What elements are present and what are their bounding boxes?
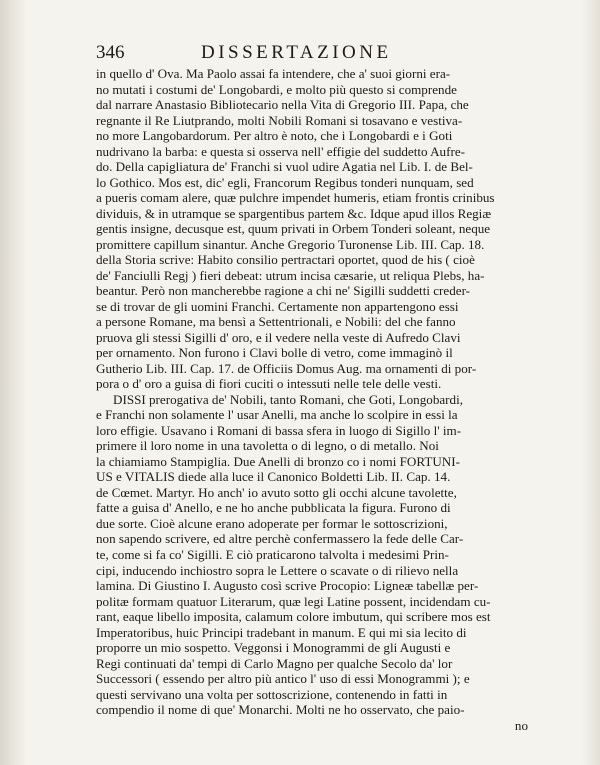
text-line: in quello d' Ova. Ma Paolo assai fa intendere, che a' suoi giorni era- — [96, 66, 451, 81]
paragraph-start-line: DISSI prerogativa de' Nobili, tanto Romani, che Goti, Longobardi, — [113, 391, 464, 407]
text-line: per ornamento. Non furono i Clavi bolle di vetro, come immaginò il — [96, 345, 453, 361]
text-line: gentis insigne, decusque est, quum privati in Orbem Tonderi soleant, neque — [96, 221, 491, 237]
text-line: pora o d' oro a guisa di fiori cuciti o intessuti nelle tele delle vesti. — [96, 376, 442, 392]
text-line: Successori ( essendo per altro più antico l' uso di essi Monogrammi ); e — [96, 671, 470, 687]
text-line: te, come si fa co' Sigilli. E ciò praticarono talvolta i medesimi Prin- — [96, 546, 449, 562]
text-line: Regi continuati da' tempi di Carlo Magno per qualche Secolo da' lor — [96, 655, 453, 671]
page-header — [96, 42, 546, 66]
text-line: regnante il Re Liutprando, molti Nobili Romani si tosavano e vestiva- — [96, 112, 463, 128]
text-line: lo Gothico. Mos est, dic' egli, Francorum Regibus tonderi nunquam, sed — [96, 174, 474, 190]
text-line: a pueris comam alere, quæ pulchre impendet humeris, etiam frontis crinibus — [96, 190, 495, 206]
text-line: do. Della capigliatura de' Franchi si vuol udire Agatia nel Lib. I. de Bel- — [96, 159, 473, 175]
text-line: Gutherio Lib. III. Cap. 17. de Officiis Domus Aug. ma ornamenti di por- — [96, 360, 477, 376]
text-line: no more Langobardorum. Per altro è noto, che i Longobardi e i Goti — [96, 128, 453, 144]
running-title: DISSERTAZIONE — [201, 42, 392, 63]
text-body — [96, 66, 544, 733]
page-number: 346 — [96, 42, 125, 63]
text-line: lamina. Di Giustino I. Augusto così scrive Procopio: Ligneæ tabellæ per- — [96, 578, 479, 594]
text-line: de' Fanciulli Regj ) fieri debeat: utrum incisa cæsarie, ut reliqua Plebs, ha- — [96, 267, 485, 283]
text-line: a persone Romane, ma bensì a Settentrionali, e Nobili: del che fanno — [96, 314, 456, 330]
text-line: nudrivano la barba: e questa si osserva nell' effigie del suddetto Aufre- — [96, 143, 465, 159]
text-line: dal narrare Anastasio Bibliotecario nella Vita di Gregorio III. Papa, che — [96, 97, 469, 113]
catchword: no — [514, 717, 528, 733]
text-line: della Storia scrive: Habito consilio pertractari oportet, quod de his ( cioè — [96, 252, 475, 268]
text-line: US e VITALIS diede alla luce il Canonico Boldetti Lib. II. Cap. 14. — [96, 469, 451, 485]
text-line: se di trovar de gli uomini Franchi. Certamente non appartengono essi — [96, 298, 459, 314]
text-line: Imperatoribus, huic Principi tradebant in manum. E qui mi sia lecito di — [96, 624, 467, 640]
text-line: e Franchi non solamente l' usar Anelli, ma anche lo scolpire in essi la — [96, 407, 458, 423]
text-line: pruova gli stessi Sigilli d' oro, e il vedere nella veste di Aufredo Clavi — [96, 329, 461, 345]
text-line: promittere capillum sinantur. Anche Gregorio Turonense Lib. III. Cap. 18. — [96, 236, 485, 252]
text-line: la chiamiamo Stampiglia. Due Anelli di bronzo co i nomi FORTUNI- — [96, 453, 460, 469]
text-line: no mutati i costumi de' Longobardi, e molto più questo si comprende — [96, 81, 457, 97]
text-line: de Cœmet. Martyr. Ho anch' io avuto sotto gli occhi alcune tavolette, — [96, 484, 457, 500]
text-line: rant, eaque libello imposita, calamum colore imbutum, qui scribere mos est — [96, 609, 491, 625]
text-line: politæ formam quatuor Literarum, quæ legi Latine possent, incidendam cu- — [96, 593, 491, 609]
text-line: proporre un mio sospetto. Veggonsi i Monogrammi de gli Augusti e — [96, 640, 451, 656]
text-line: fatte a guisa d' Anello, e ne ho anche pubblicata la figura. Furono di — [96, 500, 451, 516]
text-line: cipi, inducendo inchiostro sopra le Lettere o scavate o di rilievo nella — [96, 562, 459, 578]
text-line: primere il loro nome in una tavoletta o di legno, o di metallo. Noi — [96, 438, 439, 454]
text-line: beantur. Però non mancherebbe ragione a chi ne' Sigilli suddetti creder- — [96, 283, 471, 299]
text-line: non sapendo scrivere, ed altre perchè confermassero la fede delle Car- — [96, 531, 464, 547]
text-line: loro effigie. Usavano i Romani di bassa sfera in luogo di Sigillo l' im- — [96, 422, 462, 438]
text-line: dividuis, & in utramque se spargentibus partem &c. Idque apud illos Regiæ — [96, 205, 492, 221]
text-line: compendio il nome di que' Monarchi. Molti ne ho osservato, che paio- — [96, 702, 465, 718]
text-line: questi servivano una volta per sottoscrizione, contenendo in fatti in — [96, 686, 448, 702]
text-line: due sorte. Cioè alcune erano adoperate per formar le sottoscrizioni, — [96, 515, 448, 531]
